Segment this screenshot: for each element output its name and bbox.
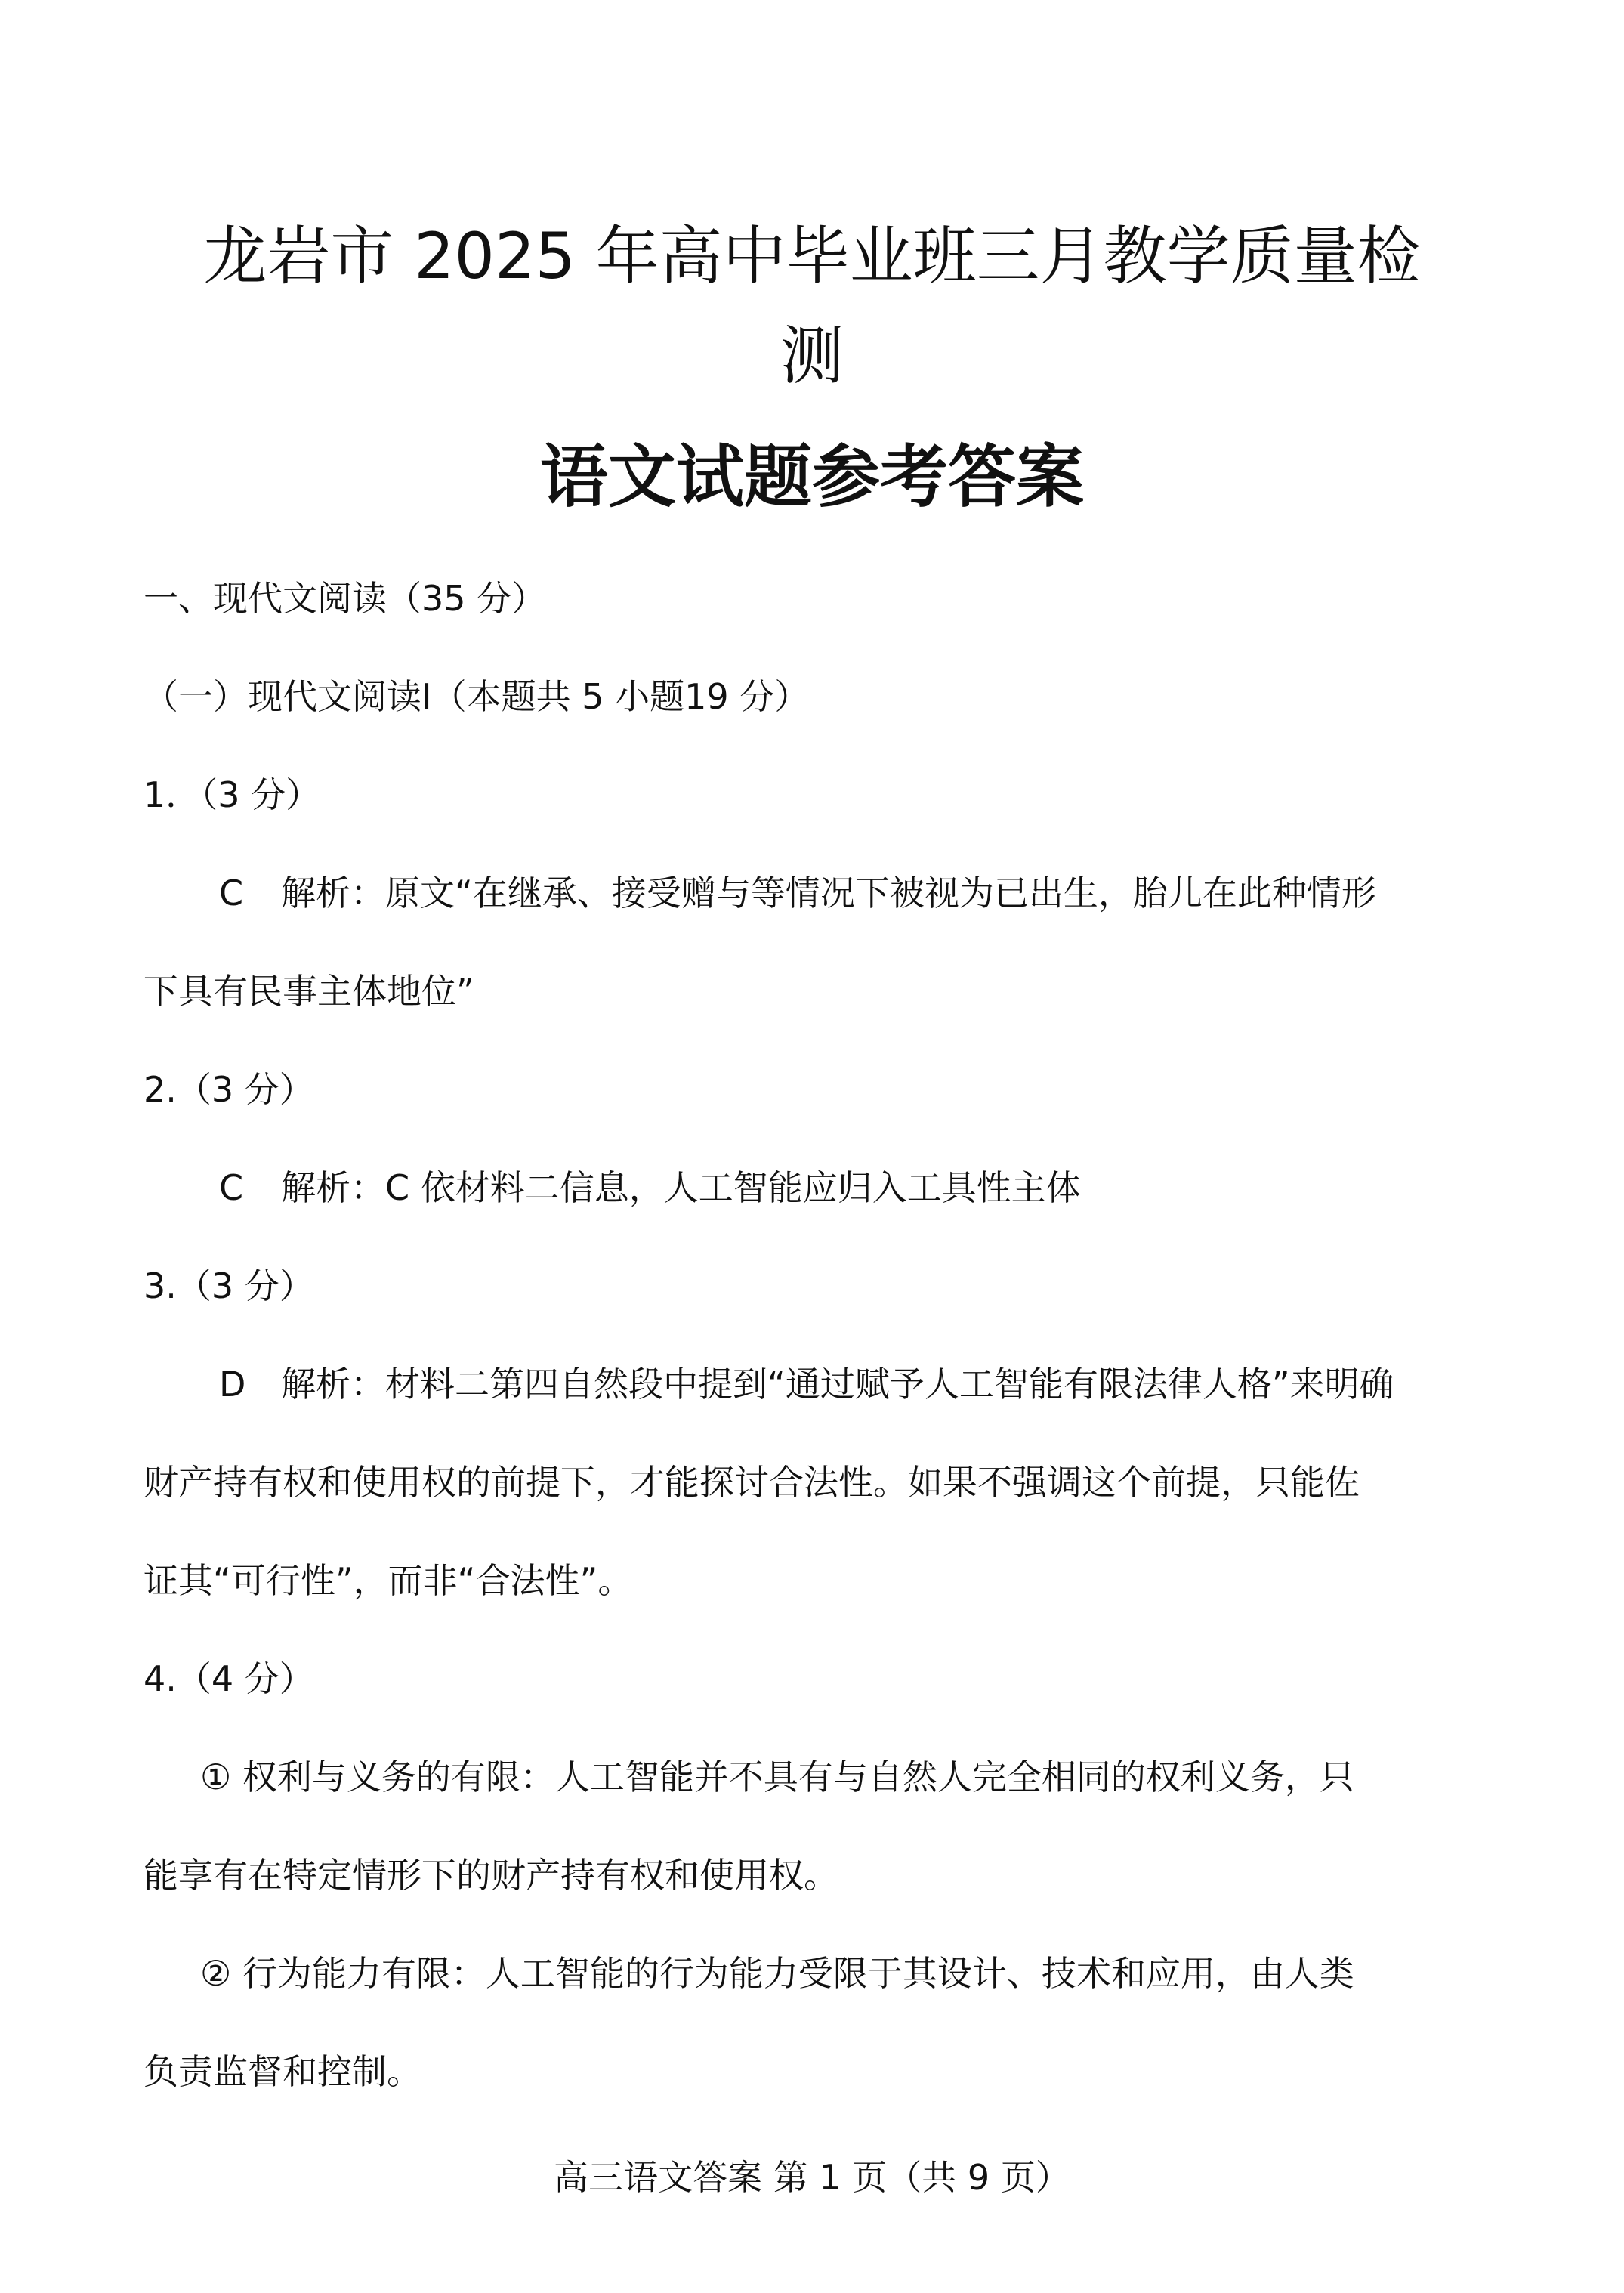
question-2-answer (219, 1165, 1081, 1210)
answer-text: 解析：材料二第四自然段中提到“通过赋予人工智能有限法律人格”来明确 (281, 1364, 1394, 1405)
subsection-heading: （一）现代文阅读I（本题共 5 小题19 分） (144, 676, 810, 717)
question-2-number: 2.（3 分） (144, 1069, 314, 1110)
answer-continuation: 财产持有权和使用权的前提下，才能探讨合法性。如果不强调这个前提，只能佐 (144, 1462, 1360, 1503)
answer-letter: D (219, 1364, 246, 1405)
question-1-number: 1．（3 分） (144, 774, 321, 815)
document-subtitle: 语文试题参考答案 (540, 437, 1084, 517)
answer-continuation: 下具有民事主体地位” (144, 971, 474, 1012)
question-4-point-1: ① 权利与义务的有限：人工智能并不具有与自然人完全相同的权利义务，只 (200, 1757, 1354, 1797)
question-4-number: 4.（4 分） (144, 1658, 314, 1699)
document-title-line1: 龙岩市 2025 年高中毕业班三月教学质量检 (203, 219, 1421, 293)
answer-continuation: 能享有在特定情形下的财产持有权和使用权。 (144, 1855, 838, 1896)
question-3-answer (219, 1361, 1394, 1407)
answer-text: 解析：原文“在继承、接受赠与等情况下被视为已出生，胎儿在此种情形 (281, 873, 1376, 913)
answer-continuation: 证其“可行性”，而非“合法性”。 (144, 1560, 633, 1601)
section-heading: 一、现代文阅读（35 分） (144, 578, 547, 619)
question-1-answer (219, 870, 1376, 916)
answer-continuation: 负责监督和控制。 (144, 2051, 421, 2092)
answer-letter: C (219, 1167, 244, 1208)
question-3-number: 3.（3 分） (144, 1265, 314, 1306)
answer-letter: C (219, 873, 244, 913)
page-footer: 高三语文答案 第 1 页（共 9 页） (554, 2157, 1070, 2198)
answer-text: 解析：C 依材料二信息，人工智能应归入工具性主体 (281, 1167, 1081, 1208)
document-title-line2: 测 (780, 319, 844, 393)
question-4-point-2: ② 行为能力有限：人工智能的行为能力受限于其设计、技术和应用，由人类 (200, 1953, 1354, 1994)
